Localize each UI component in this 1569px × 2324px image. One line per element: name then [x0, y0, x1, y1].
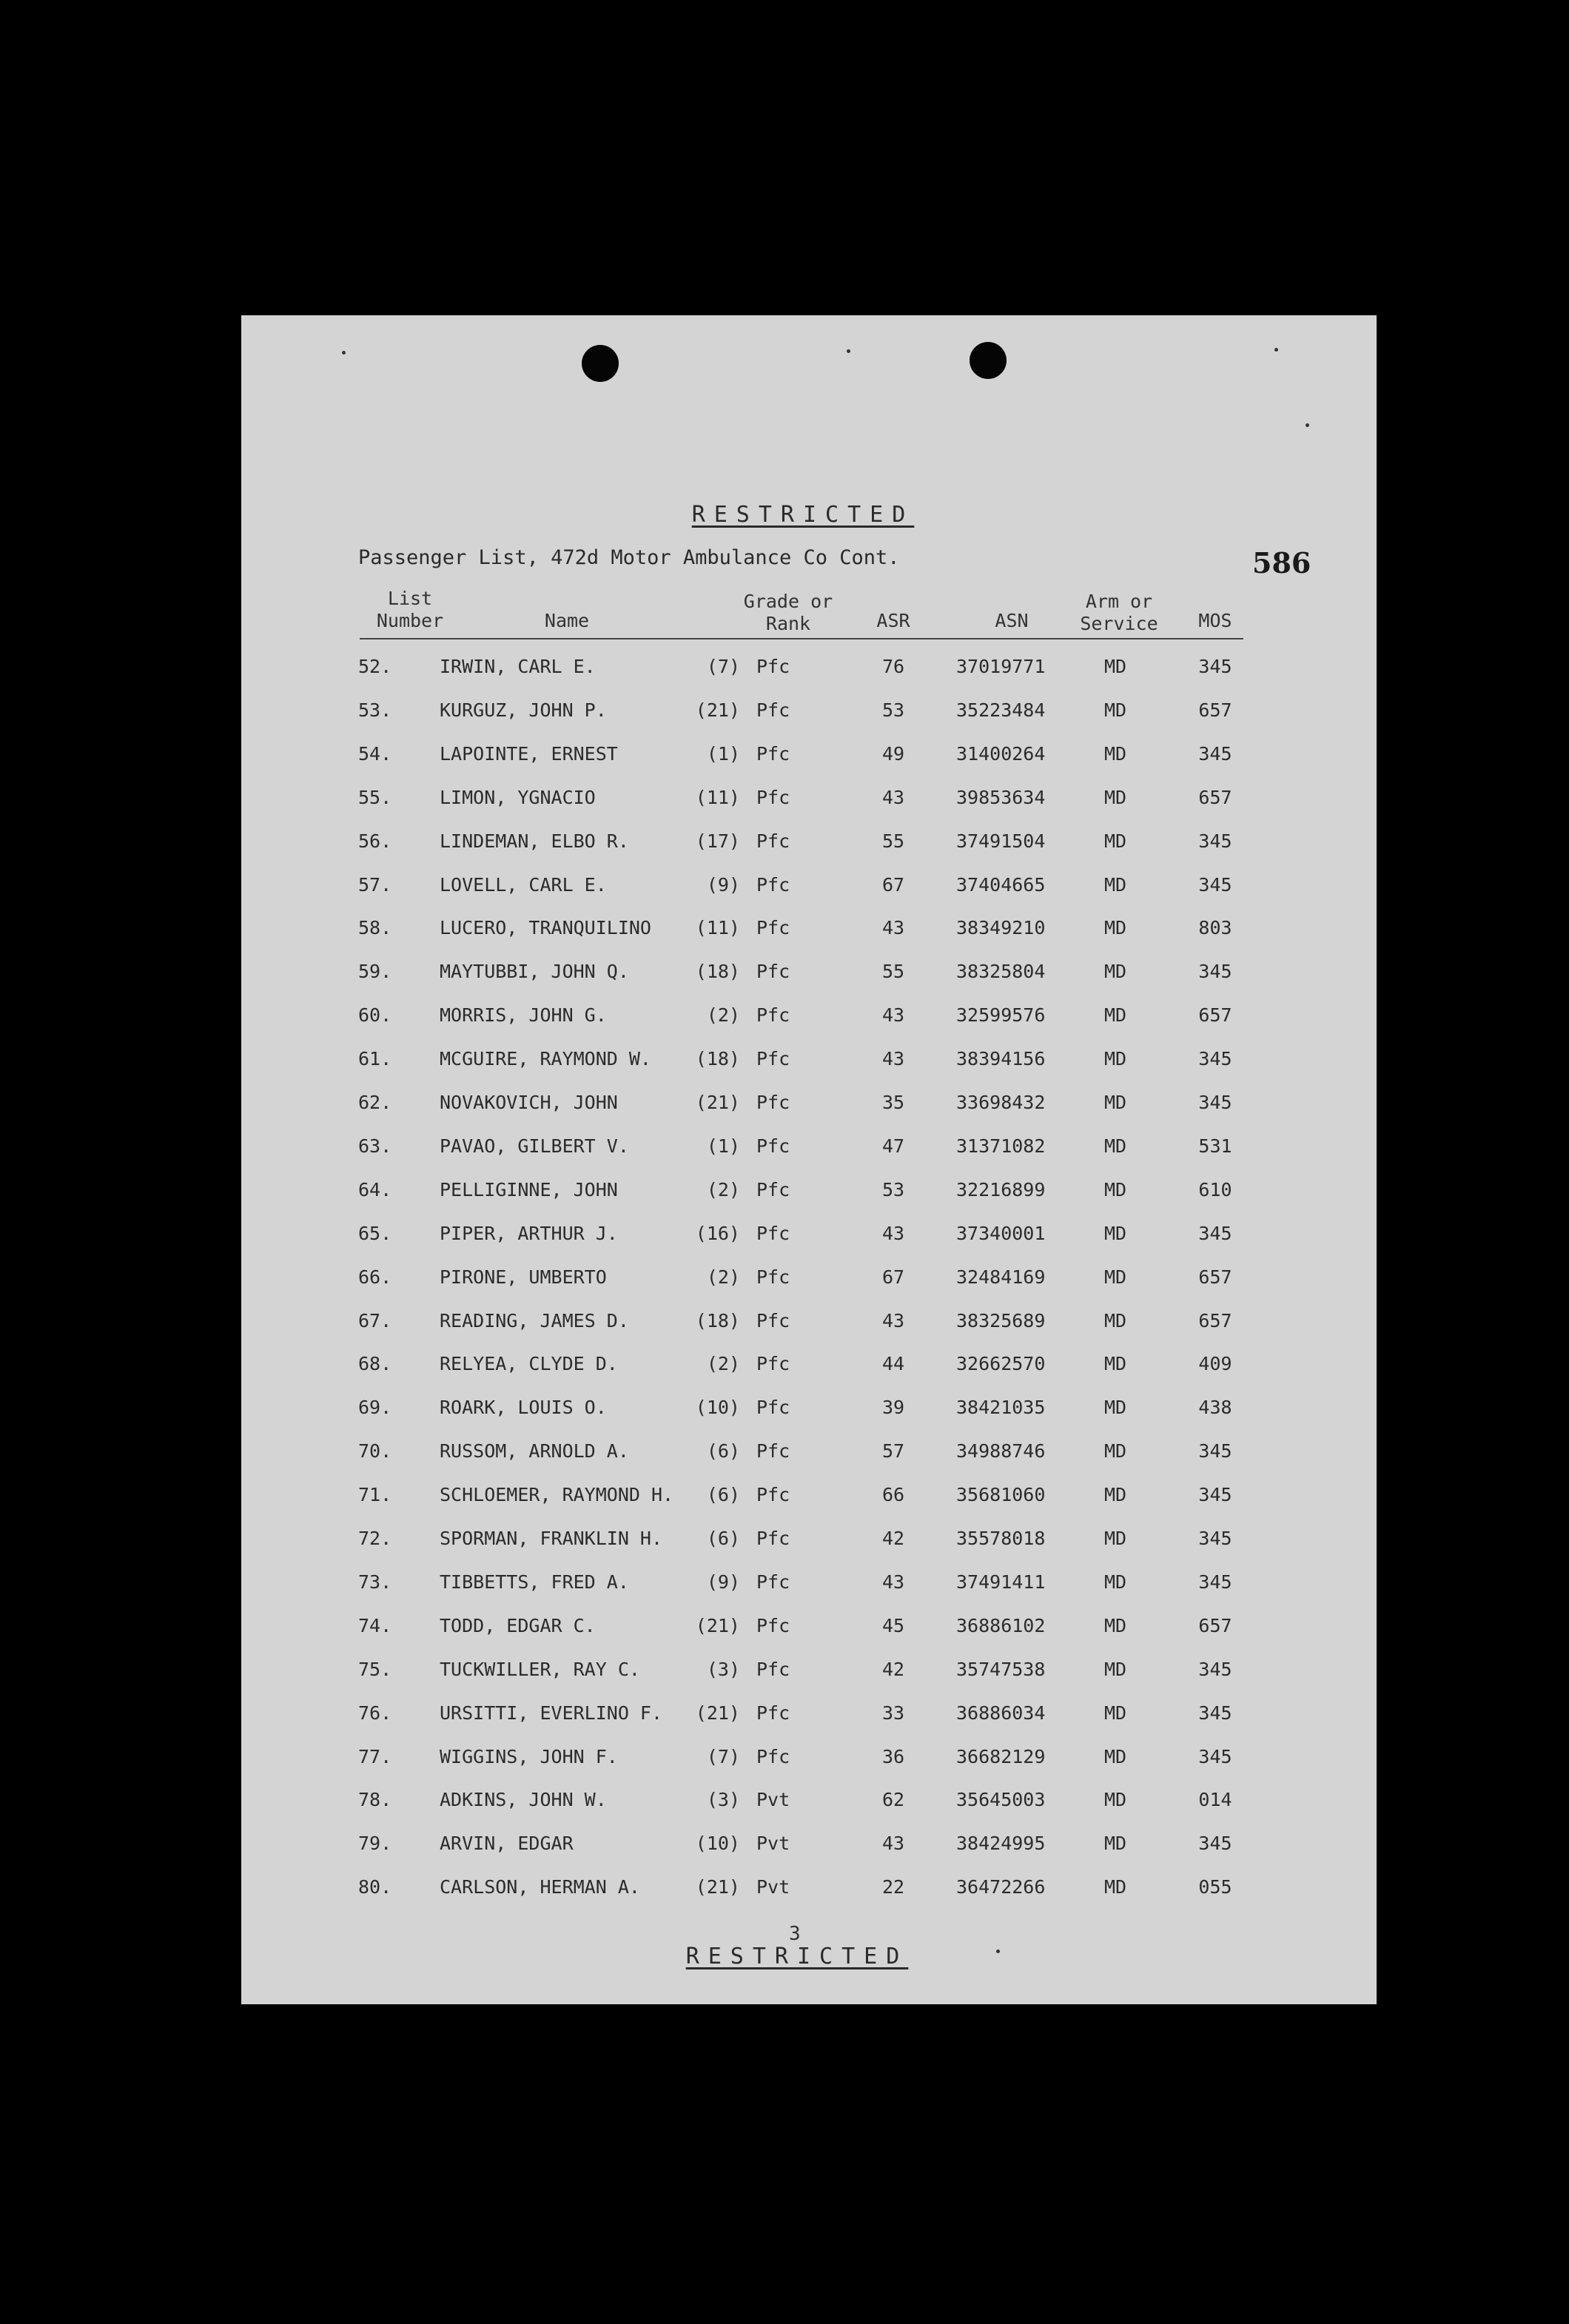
list-number: 54. — [358, 742, 392, 765]
asn: 35645003 — [956, 1789, 1046, 1811]
asr: 42 — [881, 1528, 905, 1549]
table-row — [241, 1528, 1377, 1571]
mos: 345 — [1198, 1484, 1232, 1506]
table-row — [241, 874, 1377, 917]
mos: 657 — [1198, 1614, 1232, 1636]
grade: Pvt — [756, 1833, 790, 1855]
asr: 49 — [881, 742, 905, 765]
passenger-name: MORRIS, JOHN G. — [440, 1004, 607, 1027]
grade: Pfc — [756, 873, 790, 896]
passenger-name: URSITTI, EVERLINO F. — [440, 1702, 663, 1724]
list-number: 75. — [358, 1658, 392, 1680]
code: (6) — [706, 1440, 740, 1462]
asr: 43 — [881, 1004, 905, 1027]
list-number: 61. — [358, 1048, 392, 1070]
asr: 45 — [881, 1614, 905, 1636]
table-row — [241, 743, 1377, 786]
arm-or-service: MD — [1103, 1528, 1127, 1549]
code: (21) — [695, 1876, 740, 1898]
list-number: 53. — [358, 699, 392, 721]
passenger-name: RUSSOM, ARNOLD A. — [440, 1440, 629, 1462]
table-row — [241, 1659, 1377, 1702]
list-number: 56. — [358, 830, 392, 852]
mos: 531 — [1198, 1135, 1232, 1157]
mos: 345 — [1198, 1222, 1232, 1244]
grade: Pfc — [756, 1528, 790, 1549]
asn: 35223484 — [956, 699, 1046, 721]
mos: 657 — [1198, 699, 1232, 721]
table-row — [241, 656, 1377, 699]
asn: 32662570 — [956, 1353, 1046, 1375]
code: (7) — [706, 1745, 740, 1767]
asr: 57 — [881, 1440, 905, 1462]
mos: 345 — [1198, 1658, 1232, 1680]
asr: 43 — [881, 917, 905, 939]
table-row — [241, 1702, 1377, 1745]
code: (21) — [695, 1614, 740, 1636]
list-number: 77. — [358, 1745, 392, 1767]
passenger-name: ADKINS, JOHN W. — [440, 1789, 607, 1811]
code: (1) — [706, 1135, 740, 1157]
asn: 36472266 — [956, 1876, 1046, 1898]
passenger-name: LINDEMAN, ELBO R. — [440, 830, 629, 852]
arm-or-service: MD — [1103, 1092, 1127, 1113]
grade: Pfc — [756, 1614, 790, 1636]
arm-or-service: MD — [1103, 699, 1127, 721]
asr: 43 — [881, 1222, 905, 1244]
header-arm-or-service — [1067, 591, 1171, 635]
grade: Pfc — [756, 742, 790, 765]
asn: 36886034 — [956, 1702, 1046, 1724]
asr: 43 — [881, 1833, 905, 1855]
grade: Pfc — [756, 1484, 790, 1506]
header-asr: ASR — [876, 610, 910, 631]
asn: 35747538 — [956, 1658, 1046, 1680]
list-number: 68. — [358, 1353, 392, 1375]
table-row — [241, 1789, 1377, 1832]
asr: 53 — [881, 699, 905, 721]
mos: 657 — [1198, 1004, 1232, 1027]
list-number: 64. — [358, 1178, 392, 1200]
asr: 47 — [881, 1135, 905, 1157]
grade: Pfc — [756, 1266, 790, 1288]
header-number-label: Number — [376, 610, 444, 631]
asr: 43 — [881, 1571, 905, 1593]
asr: 76 — [881, 656, 905, 677]
list-number: 70. — [358, 1440, 392, 1462]
restricted-header: RESTRICTED — [691, 502, 915, 528]
grade: Pfc — [756, 1048, 790, 1070]
table-row — [241, 1004, 1377, 1047]
list-number: 60. — [358, 1004, 392, 1027]
mos: 345 — [1198, 961, 1232, 983]
grade: Pfc — [756, 1353, 790, 1375]
asn: 32599576 — [956, 1004, 1046, 1027]
header-rank-label: Rank — [765, 613, 811, 634]
header-grade-label: Grade or — [743, 591, 833, 612]
asn: 39853634 — [956, 786, 1046, 808]
mos: 409 — [1198, 1353, 1232, 1375]
mos: 345 — [1198, 742, 1232, 765]
mos: 345 — [1198, 1702, 1232, 1724]
asr: 66 — [881, 1484, 905, 1506]
arm-or-service: MD — [1103, 1178, 1127, 1200]
grade: Pfc — [756, 656, 790, 677]
asn: 37340001 — [956, 1222, 1046, 1244]
code: (18) — [695, 961, 740, 983]
paper-speck — [1306, 423, 1309, 427]
table-row — [241, 787, 1377, 830]
arm-or-service: MD — [1103, 1353, 1127, 1375]
asr: 44 — [881, 1353, 905, 1375]
list-number: 65. — [358, 1222, 392, 1244]
table-row — [241, 1484, 1377, 1527]
header-underline — [360, 638, 1243, 639]
passenger-name: PIRONE, UMBERTO — [440, 1266, 607, 1288]
code: (10) — [695, 1833, 740, 1855]
mos: 345 — [1198, 1833, 1232, 1855]
arm-or-service: MD — [1103, 656, 1127, 677]
table-row — [241, 1223, 1377, 1266]
passenger-name: NOVAKOVICH, JOHN — [440, 1092, 618, 1113]
passenger-name: SPORMAN, FRANKLIN H. — [440, 1528, 663, 1549]
passenger-name: READING, JAMES D. — [440, 1309, 629, 1331]
list-number: 63. — [358, 1135, 392, 1157]
passenger-name: ROARK, LOUIS O. — [440, 1397, 607, 1419]
mos: 345 — [1198, 1048, 1232, 1070]
table-row — [241, 1266, 1377, 1309]
code: (2) — [706, 1353, 740, 1375]
list-number: 57. — [358, 873, 392, 896]
arm-or-service: MD — [1103, 1614, 1127, 1636]
passenger-name: LAPOINTE, ERNEST — [440, 742, 618, 765]
table-row — [241, 961, 1377, 1004]
restricted-footer: RESTRICTED — [685, 1944, 909, 1969]
mos: 345 — [1198, 656, 1232, 677]
asr: 22 — [881, 1876, 905, 1898]
table-row — [241, 1397, 1377, 1440]
list-number: 80. — [358, 1876, 392, 1898]
mos: 345 — [1198, 830, 1232, 852]
arm-or-service: MD — [1103, 873, 1127, 896]
arm-or-service: MD — [1103, 830, 1127, 852]
grade: Pfc — [756, 1004, 790, 1027]
asn: 36886102 — [956, 1614, 1046, 1636]
table-row — [241, 1833, 1377, 1875]
asr: 42 — [881, 1658, 905, 1680]
arm-or-service: MD — [1103, 1789, 1127, 1811]
grade: Pfc — [756, 699, 790, 721]
mos: 345 — [1198, 1092, 1232, 1113]
table-row — [241, 1310, 1377, 1353]
list-number: 67. — [358, 1309, 392, 1331]
list-number: 76. — [358, 1702, 392, 1724]
mos: 345 — [1198, 1745, 1232, 1767]
paper-speck — [1274, 348, 1278, 352]
arm-or-service: MD — [1103, 786, 1127, 808]
mos: 803 — [1198, 917, 1232, 939]
list-number: 79. — [358, 1833, 392, 1855]
list-number: 62. — [358, 1092, 392, 1113]
code: (11) — [695, 786, 740, 808]
passenger-name: ARVIN, EDGAR — [440, 1833, 574, 1855]
mos: 438 — [1198, 1397, 1232, 1419]
asn: 36682129 — [956, 1745, 1046, 1767]
header-list-number — [366, 588, 454, 632]
footer-page-number: 3 — [789, 1923, 801, 1945]
arm-or-service: MD — [1103, 1702, 1127, 1724]
code: (6) — [706, 1484, 740, 1506]
passenger-name: MAYTUBBI, JOHN Q. — [440, 961, 629, 983]
header-name: Name — [544, 610, 590, 631]
asn: 32484169 — [956, 1266, 1046, 1288]
arm-or-service: MD — [1103, 1876, 1127, 1898]
arm-or-service: MD — [1103, 1571, 1127, 1593]
asr: 67 — [881, 1266, 905, 1288]
arm-or-service: MD — [1103, 1048, 1127, 1070]
grade: Pvt — [756, 1876, 790, 1898]
code: (9) — [706, 1571, 740, 1593]
list-number: 73. — [358, 1571, 392, 1593]
mos: 657 — [1198, 786, 1232, 808]
code: (2) — [706, 1004, 740, 1027]
asn: 37491504 — [956, 830, 1046, 852]
code: (16) — [695, 1222, 740, 1244]
asn: 35681060 — [956, 1484, 1046, 1506]
passenger-name: CARLSON, HERMAN A. — [440, 1876, 640, 1898]
table-row — [241, 1135, 1377, 1178]
grade: Pfc — [756, 786, 790, 808]
grade: Pfc — [756, 1658, 790, 1680]
grade: Pfc — [756, 1571, 790, 1593]
header-list-label: List — [387, 588, 433, 609]
asn: 38421035 — [956, 1397, 1046, 1419]
grade: Pfc — [756, 1092, 790, 1113]
asr: 55 — [881, 830, 905, 852]
page-number: 586 — [1252, 546, 1311, 580]
mos: 345 — [1198, 1440, 1232, 1462]
document-page — [241, 315, 1377, 2004]
code: (1) — [706, 742, 740, 765]
asn: 37019771 — [956, 656, 1046, 677]
asn: 32216899 — [956, 1178, 1046, 1200]
mos: 345 — [1198, 1571, 1232, 1593]
code: (10) — [695, 1397, 740, 1419]
asn: 38349210 — [956, 917, 1046, 939]
grade: Pfc — [756, 1440, 790, 1462]
arm-or-service: MD — [1103, 1222, 1127, 1244]
code: (3) — [706, 1789, 740, 1811]
list-number: 66. — [358, 1266, 392, 1288]
asr: 53 — [881, 1178, 905, 1200]
passenger-name: PAVAO, GILBERT V. — [440, 1135, 629, 1157]
passenger-name: LUCERO, TRANQUILINO — [440, 917, 651, 939]
code: (7) — [706, 656, 740, 677]
asr: 55 — [881, 961, 905, 983]
passenger-name: LIMON, YGNACIO — [440, 786, 596, 808]
code: (17) — [695, 830, 740, 852]
header-arm-label: Arm or — [1085, 591, 1153, 612]
asn: 37491411 — [956, 1571, 1046, 1593]
arm-or-service: MD — [1103, 1440, 1127, 1462]
arm-or-service: MD — [1103, 1397, 1127, 1419]
table-row — [241, 1440, 1377, 1483]
asn: 31400264 — [956, 742, 1046, 765]
arm-or-service: MD — [1103, 1745, 1127, 1767]
code: (21) — [695, 699, 740, 721]
list-number: 71. — [358, 1484, 392, 1506]
arm-or-service: MD — [1103, 1833, 1127, 1855]
asn: 38325804 — [956, 961, 1046, 983]
asn: 35578018 — [956, 1528, 1046, 1549]
code: (3) — [706, 1658, 740, 1680]
asn: 31371082 — [956, 1135, 1046, 1157]
list-number: 74. — [358, 1614, 392, 1636]
mos: 055 — [1198, 1876, 1232, 1898]
table-row — [241, 1876, 1377, 1919]
table-row — [241, 917, 1377, 960]
passenger-name: LOVELL, CARL E. — [440, 873, 607, 896]
punch-hole — [582, 345, 619, 382]
asn: 34988746 — [956, 1440, 1046, 1462]
code: (6) — [706, 1528, 740, 1549]
grade: Pfc — [756, 1135, 790, 1157]
paper-speck — [847, 349, 850, 353]
grade: Pfc — [756, 917, 790, 939]
grade: Pfc — [756, 1702, 790, 1724]
paper-speck — [342, 351, 346, 355]
passenger-name: WIGGINS, JOHN F. — [440, 1745, 618, 1767]
code: (21) — [695, 1702, 740, 1724]
arm-or-service: MD — [1103, 1266, 1127, 1288]
arm-or-service: MD — [1103, 1484, 1127, 1506]
grade: Pfc — [756, 1397, 790, 1419]
asn: 38325689 — [956, 1309, 1046, 1331]
asr: 67 — [881, 873, 905, 896]
arm-or-service: MD — [1103, 742, 1127, 765]
asr: 35 — [881, 1092, 905, 1113]
code: (18) — [695, 1048, 740, 1070]
asn: 37404665 — [956, 873, 1046, 896]
asr: 39 — [881, 1397, 905, 1419]
grade: Pfc — [756, 961, 790, 983]
table-row — [241, 1092, 1377, 1135]
grade: Pvt — [756, 1789, 790, 1811]
list-number: 78. — [358, 1789, 392, 1811]
arm-or-service: MD — [1103, 1658, 1127, 1680]
arm-or-service: MD — [1103, 961, 1127, 983]
code: (11) — [695, 917, 740, 939]
asn: 33698432 — [956, 1092, 1046, 1113]
header-mos: MOS — [1198, 610, 1232, 631]
mos: 345 — [1198, 873, 1232, 896]
grade: Pfc — [756, 1222, 790, 1244]
mos: 610 — [1198, 1178, 1232, 1200]
asr: 43 — [881, 786, 905, 808]
passenger-name: TODD, EDGAR C. — [440, 1614, 596, 1636]
passenger-name: RELYEA, CLYDE D. — [440, 1353, 618, 1375]
passenger-name: PELLIGINNE, JOHN — [440, 1178, 618, 1200]
header-service-label: Service — [1080, 613, 1158, 634]
grade: Pfc — [756, 1178, 790, 1200]
arm-or-service: MD — [1103, 917, 1127, 939]
passenger-name: TUCKWILLER, RAY C. — [440, 1658, 640, 1680]
list-number: 69. — [358, 1397, 392, 1419]
asr: 43 — [881, 1309, 905, 1331]
arm-or-service: MD — [1103, 1309, 1127, 1331]
code: (21) — [695, 1092, 740, 1113]
list-number: 72. — [358, 1528, 392, 1549]
passenger-name: KURGUZ, JOHN P. — [440, 699, 607, 721]
list-number: 59. — [358, 961, 392, 983]
table-row — [241, 1048, 1377, 1091]
list-subtitle: Passenger List, 472d Motor Ambulance Co Cont. — [358, 546, 900, 569]
grade: Pfc — [756, 1745, 790, 1767]
table-row — [241, 699, 1377, 742]
asr: 43 — [881, 1048, 905, 1070]
arm-or-service: MD — [1103, 1135, 1127, 1157]
punch-hole — [970, 342, 1007, 379]
passenger-name: PIPER, ARTHUR J. — [440, 1222, 618, 1244]
code: (2) — [706, 1266, 740, 1288]
mos: 657 — [1198, 1266, 1232, 1288]
mos: 657 — [1198, 1309, 1232, 1331]
asr: 33 — [881, 1702, 905, 1724]
list-number: 52. — [358, 656, 392, 677]
code: (2) — [706, 1178, 740, 1200]
passenger-name: SCHLOEMER, RAYMOND H. — [440, 1484, 674, 1506]
table-row — [241, 830, 1377, 873]
table-row — [241, 1746, 1377, 1789]
table-row — [241, 1353, 1377, 1396]
table-row — [241, 1571, 1377, 1614]
asn: 38424995 — [956, 1833, 1046, 1855]
passenger-name: MCGUIRE, RAYMOND W. — [440, 1048, 651, 1070]
header-grade — [725, 591, 851, 635]
table-row — [241, 1179, 1377, 1222]
passenger-name: IRWIN, CARL E. — [440, 656, 596, 677]
arm-or-service: MD — [1103, 1004, 1127, 1027]
asr: 62 — [881, 1789, 905, 1811]
asr: 36 — [881, 1745, 905, 1767]
code: (18) — [695, 1309, 740, 1331]
grade: Pfc — [756, 1309, 790, 1331]
grade: Pfc — [756, 830, 790, 852]
mos: 014 — [1198, 1789, 1232, 1811]
mos: 345 — [1198, 1528, 1232, 1549]
list-number: 55. — [358, 786, 392, 808]
header-asn: ASN — [995, 610, 1029, 631]
asn: 38394156 — [956, 1048, 1046, 1070]
code: (9) — [706, 873, 740, 896]
list-number: 58. — [358, 917, 392, 939]
passenger-name: TIBBETTS, FRED A. — [440, 1571, 629, 1593]
table-row — [241, 1615, 1377, 1658]
